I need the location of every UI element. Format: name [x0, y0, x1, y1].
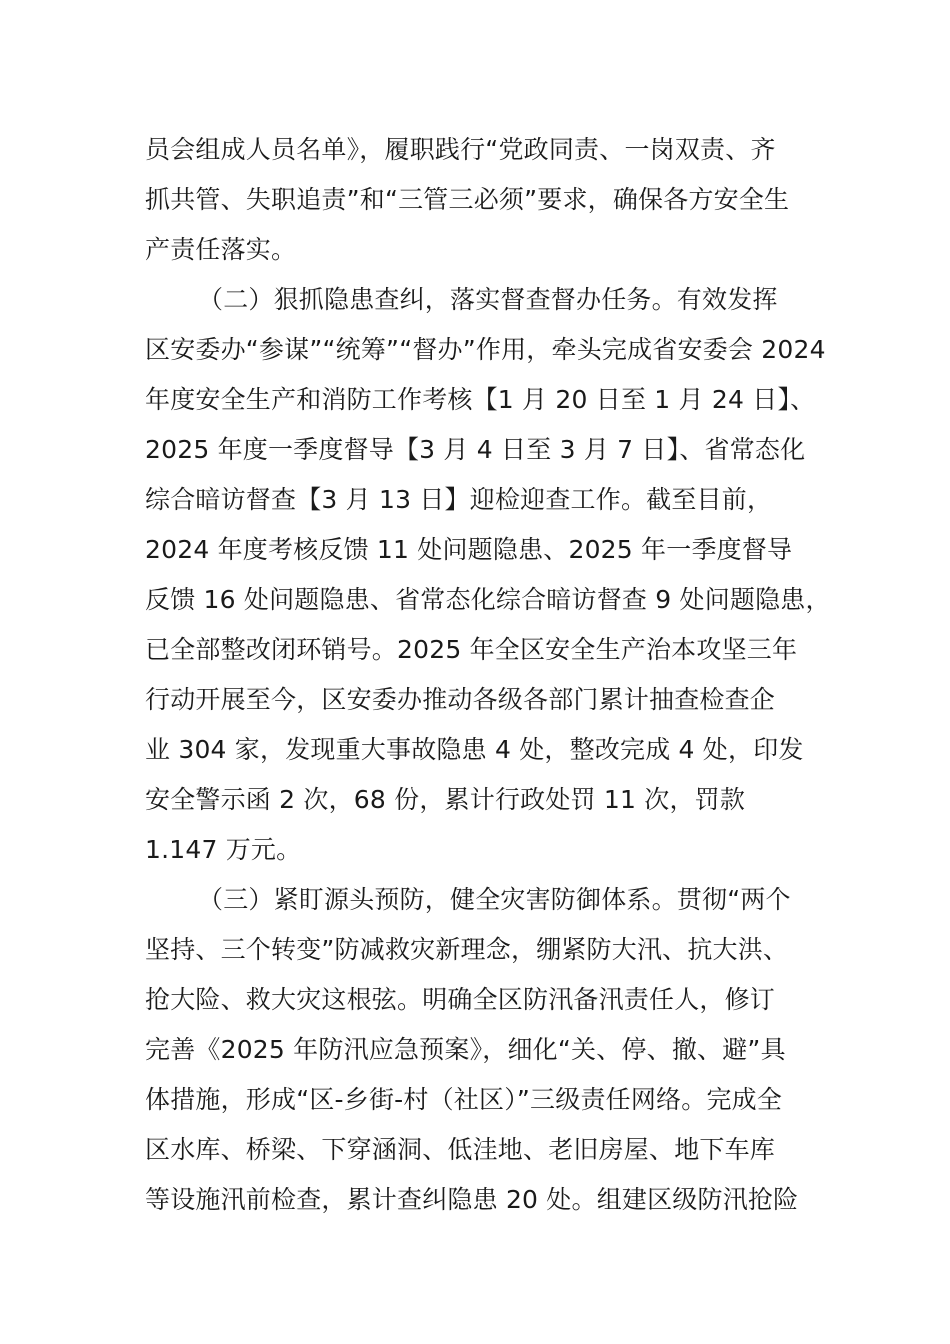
body-text-line: 已全部整改闭环销号。2025 年全区安全生产治本攻坚三年 [145, 635, 798, 664]
body-text-line: 1.147 万元。 [145, 835, 302, 864]
body-text-line: 区水库、桥梁、下穿涵洞、低洼地、老旧房屋、地下车库 [145, 1135, 776, 1164]
body-text-line: 完善《2025 年防汛应急预案》，细化“关、停、撤、避”具 [145, 1035, 786, 1064]
body-text-line: 2024 年度考核反馈 11 处问题隐患、2025 年一季度督导 [145, 535, 793, 564]
body-text-line: 综合暗访督查【3 月 13 日】迎检迎查工作。截至目前， [145, 485, 773, 514]
body-text-line: 抓共管、失职追责”和“三管三必须”要求，确保各方安全生 [145, 185, 790, 214]
body-text-line: 等设施汛前检查，累计查纠隐患 20 处。组建区级防汛抢险 [145, 1185, 799, 1214]
section-heading-line: （二）狠抓隐患查纠，落实督查督办任务。有效发挥 [198, 285, 778, 314]
body-text-line: 坚持、三个转变”防减救灾新理念，绷紧防大汛、抗大洪、 [145, 935, 789, 964]
body-text-line: 区安委办“参谋”“统筹”“督办”作用，牵头完成省安委会 2024 [145, 335, 826, 364]
body-text-line: 2025 年度一季度督导【3 月 4 日至 3 月 7 日】、省常态化 [145, 435, 806, 464]
body-text-line: 产责任落实。 [145, 235, 297, 264]
body-text-line: 抢大险、救大灾这根弦。明确全区防汛备汛责任人，修订 [145, 985, 776, 1014]
body-text-line: 年度安全生产和消防工作考核【1 月 20 日至 1 月 24 日】、 [145, 385, 816, 414]
body-text-line: 员会组成人员名单》，履职践行“党政同责、一岗双责、齐 [145, 135, 776, 164]
body-text-line: 行动开展至今，区安委办推动各级各部门累计抽查检查企 [145, 685, 776, 714]
section-heading-line: （三）紧盯源头预防，健全灾害防御体系。贯彻“两个 [198, 885, 791, 914]
body-text-line: 安全警示函 2 次，68 份，累计行政处罚 11 次，罚款 [145, 785, 746, 814]
body-text-line: 反馈 16 处问题隐患、省常态化综合暗访督查 9 处问题隐患， [145, 585, 831, 614]
body-text-line: 业 304 家，发现重大事故隐患 4 处，整改完成 4 处，印发 [145, 735, 804, 764]
body-text-line: 体措施，形成“区-乡街-村（社区）”三级责任网络。完成全 [145, 1085, 783, 1114]
